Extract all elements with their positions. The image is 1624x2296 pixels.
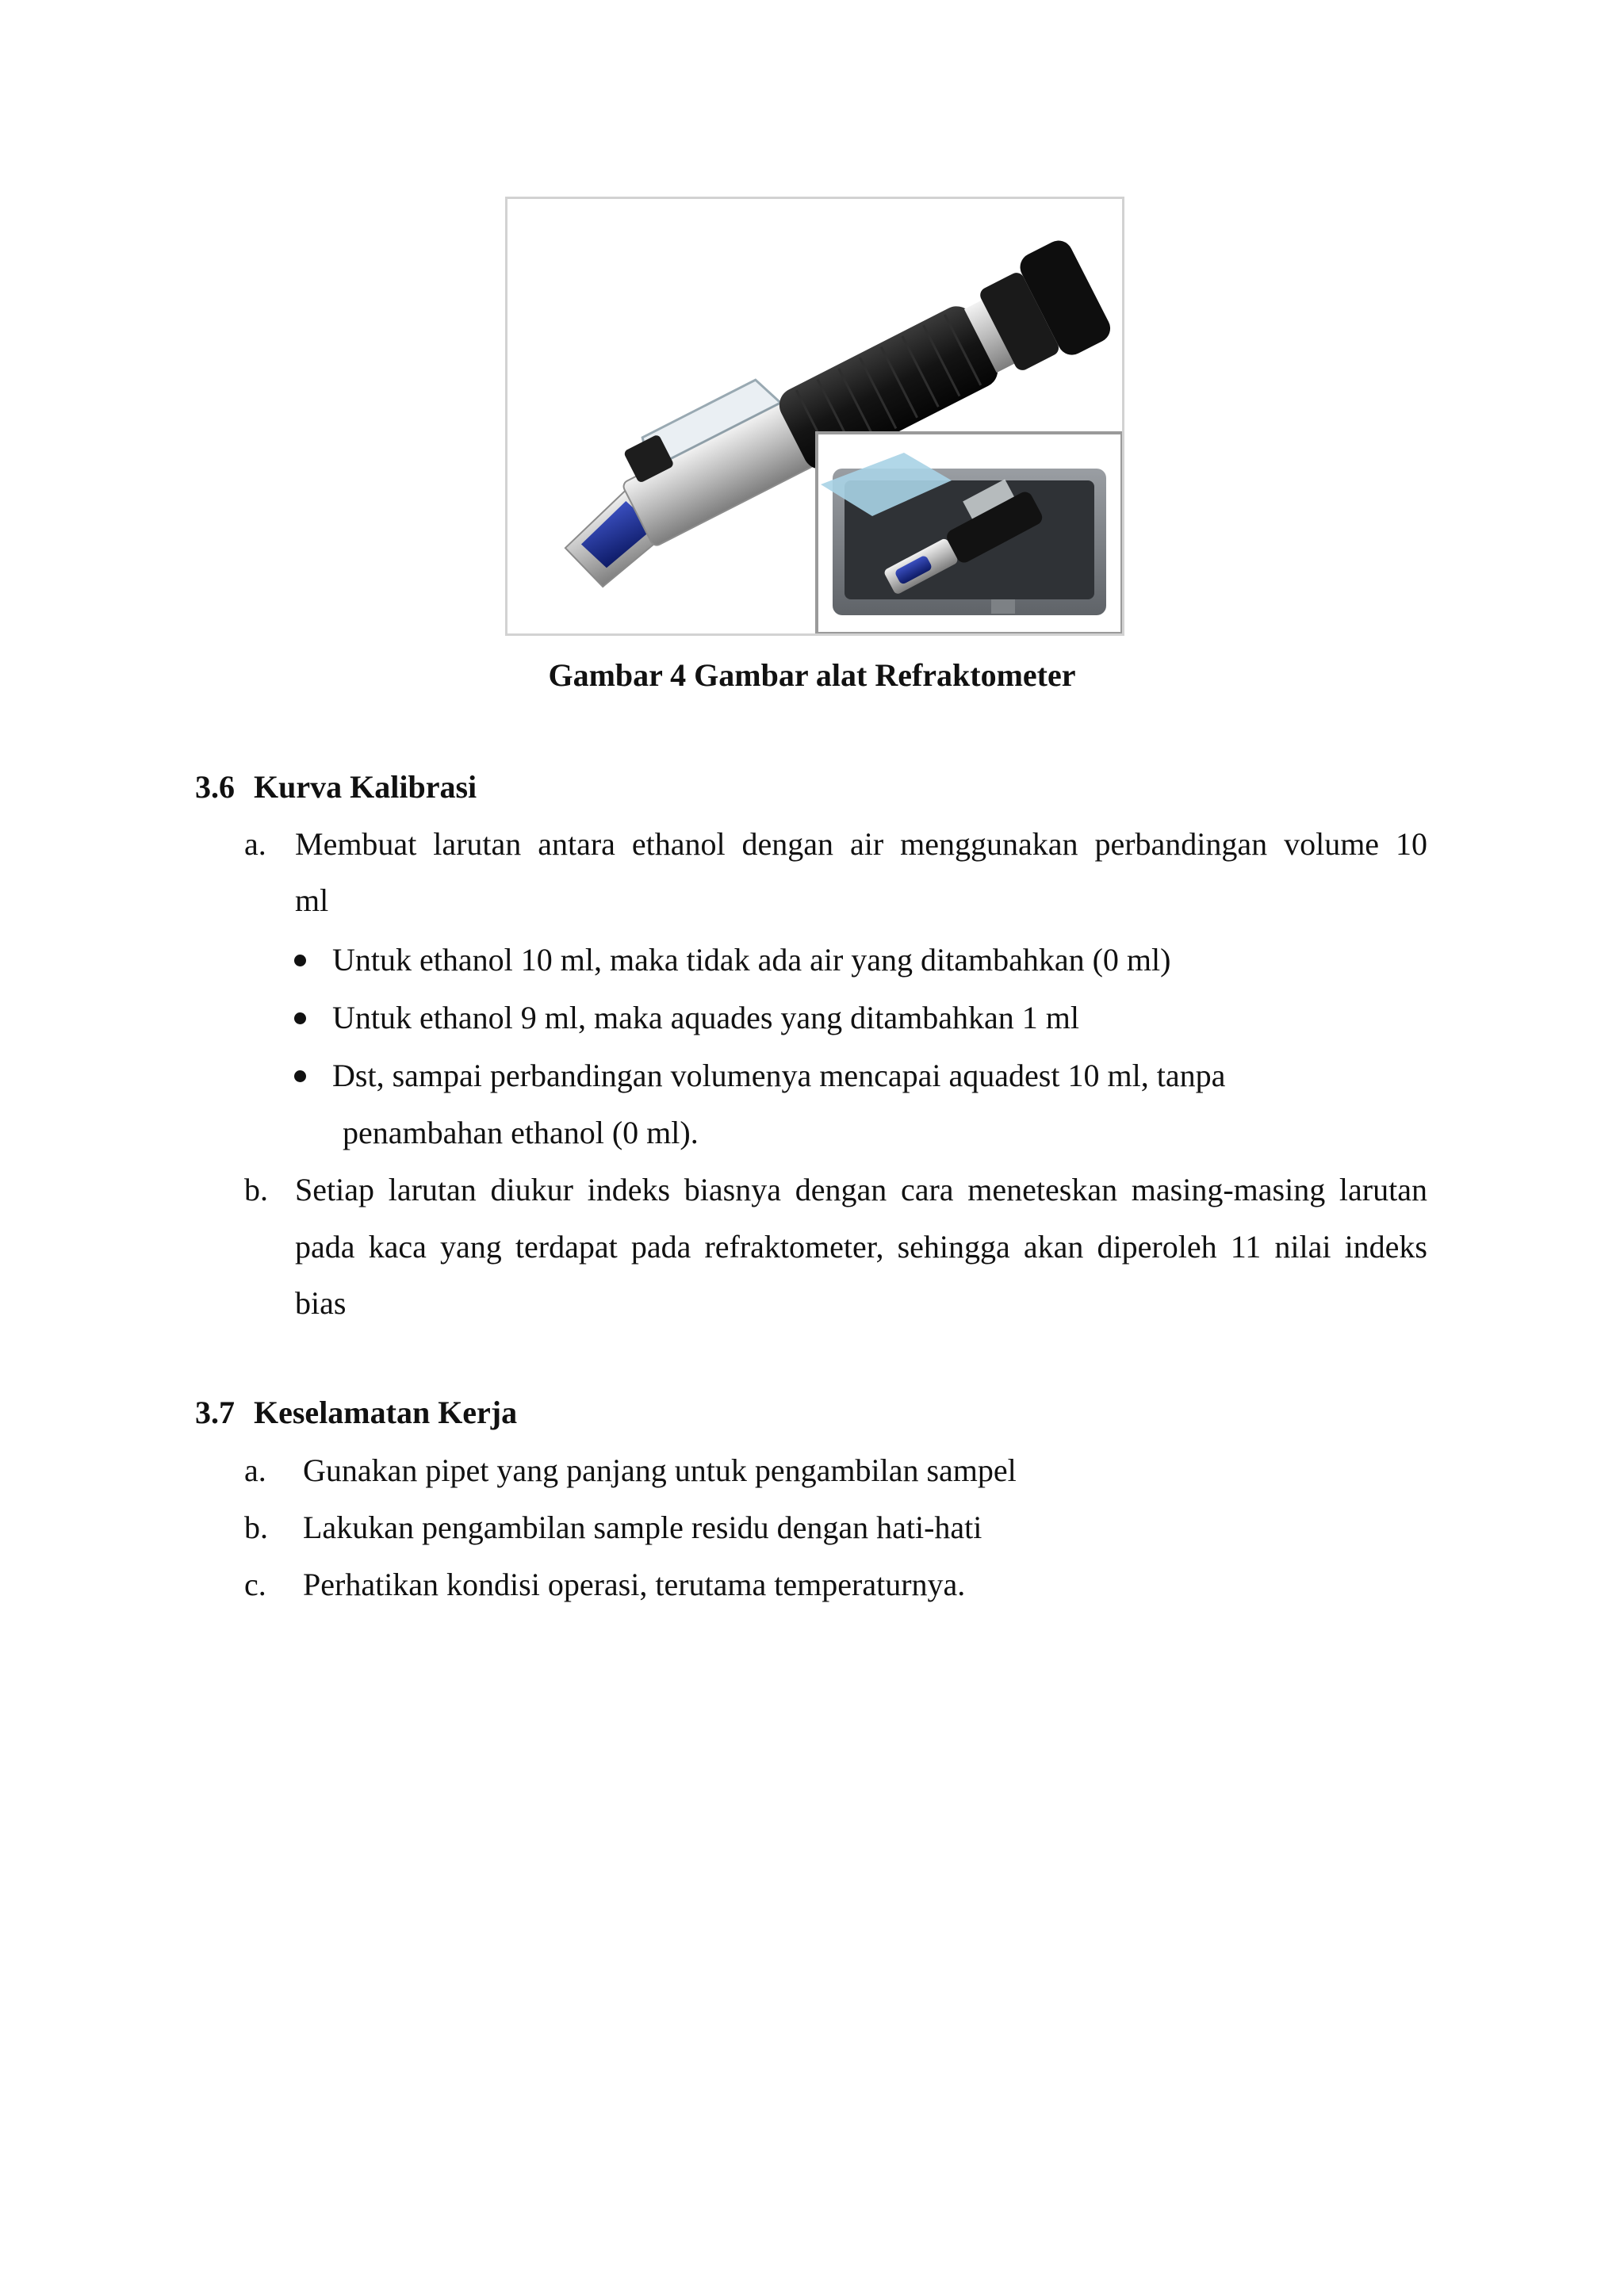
bullet-item-continuation: penambahan ethanol (0 ml). [343, 1115, 699, 1150]
list-item: Perhatikan kondisi operasi, terutama temperaturnya. [303, 1567, 966, 1602]
list-item: Gunakan pipet yang panjang untuk pengambilan sampel [303, 1452, 1017, 1488]
refractometer-image [505, 197, 1124, 636]
list-marker: c. [244, 1567, 266, 1602]
section-heading-3-7 [195, 1392, 517, 1433]
list-item-b-line1: Setiap larutan diukur indeks biasnya dengan cara meneteskan masing-masing larutan [295, 1172, 1427, 1207]
section-number: 3.7 [195, 1395, 235, 1430]
section-title: Keselamatan Kerja [254, 1395, 518, 1430]
bullet-icon [294, 955, 306, 966]
list-marker: b. [244, 1172, 268, 1207]
list-item: Lakukan pengambilan sample residu dengan hati-hati [303, 1510, 982, 1545]
refractometer-photo-icon [508, 199, 1122, 633]
section-number: 3.6 [195, 769, 235, 805]
bullet-item: Untuk ethanol 10 ml, maka tidak ada air yang ditambahkan (0 ml) [332, 942, 1171, 978]
bullet-item: Dst, sampai perbandingan volumenya mencapai aquadest 10 ml, tanpa [332, 1058, 1226, 1093]
list-marker: a. [244, 826, 266, 862]
figure-caption: Gambar 4 Gambar alat Refraktometer [548, 657, 1076, 693]
section-title: Kurva Kalibrasi [254, 769, 477, 805]
list-item-b-line2: pada kaca yang terdapat pada refraktometer, sehingga akan diperoleh 11 nilai indeks [295, 1229, 1427, 1265]
section-heading-3-6 [195, 767, 477, 808]
bullet-icon [294, 1012, 306, 1024]
bullet-icon [294, 1070, 306, 1082]
bullet-item: Untuk ethanol 9 ml, maka aquades yang ditambahkan 1 ml [332, 1000, 1079, 1035]
list-item-a-line2: ml [295, 882, 329, 918]
list-item-b-line3: bias [295, 1285, 347, 1321]
list-item-a-line1: Membuat larutan antara ethanol dengan air menggunakan perbandingan volume 10 [295, 826, 1427, 862]
list-marker: a. [244, 1452, 266, 1488]
list-marker: b. [244, 1510, 268, 1545]
